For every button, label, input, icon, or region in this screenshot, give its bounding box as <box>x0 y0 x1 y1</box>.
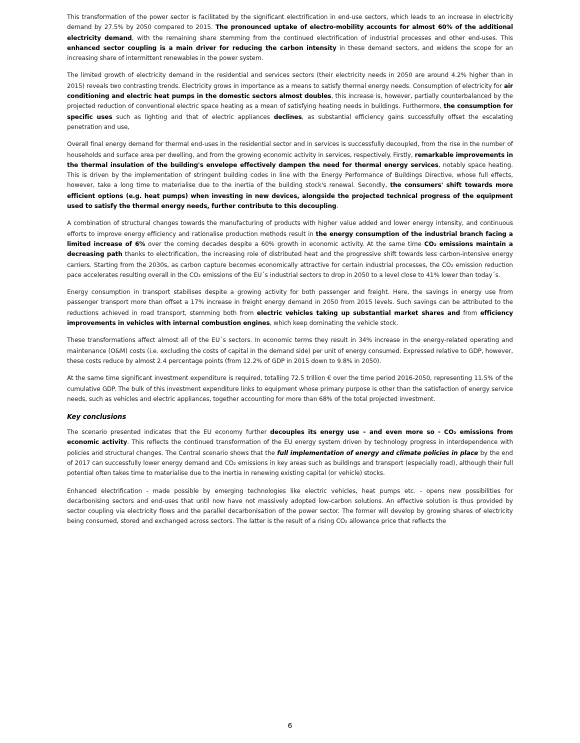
paragraph <box>67 140 513 212</box>
paragraph <box>67 428 513 479</box>
conclusions-text <box>67 428 513 528</box>
text-run: Enhanced electrification - made possible by emerging technologies like electric vehicles, heat pumps etc. - opens new possibilities for decarbonising sectors and end-uses that until now have not massively adopted low-carbon solutions. An effective solution is thus provided by sector coupling via electricity flows and the parallel decarbonisation of the power sector. The former will develop by growing shares of electricity being consumed, stored and exchanged across sectors. The latter is the result of a rising CO₂ allowance price that reflects the <box>67 487 513 526</box>
text-run: by the end of 2017 can successfully lower energy demand and CO₂ emissions in key areas such as buildings and transport (especially road), although their full potential often takes time to materialise due to the inertia in renewing existing capital (or vehicle) stocks. <box>67 449 513 478</box>
bold-text: The pronounced uptake of electro-mobility accounts for almost 60% of the additional electricity demand <box>67 24 513 42</box>
text-run: , with the remaining share stemming from the continued electrification of industrial processes and other end-uses. This <box>131 34 513 42</box>
paragraph <box>67 336 513 367</box>
text-run: thanks to electrification, the increasing role of distributed heat and the progressive shift towards less carbon-intensive energy carriers. Starting from the 2030s, as carbon capture becomes economically attractive for certain industrial processes, the CO₂ emission reduction pace accelerates resulting overall in the CO₂ emissions of the EU´s industrial sectors to drop in 2050 to a level close to 41% lower than today´s. <box>67 251 513 279</box>
paragraph <box>67 13 513 64</box>
text-run: At the same time significant investment expenditure is required, totalling 72.5 trillion € over the time period 2016-2050, representing 11.5% of the cumulative GDP. The bulk of this investment expenditure links to equipment whose primary purpose is other than the satisfaction of energy service needs, such as vehicles and electric appliances, together accounting for more than 68% of the total projected investment. <box>67 375 513 403</box>
text-run: in these demand sectors, and widens the scope for an increasing share of intermittent renewables in the power system. <box>67 44 513 63</box>
body-text <box>67 13 513 405</box>
text-run: The scenario presented indicates that the EU economy further <box>67 429 271 437</box>
text-run: This transformation of the power sector is facilitated by the significant electrification in end-use sectors, which leads to an increase in electricity demand by 27.5% by 2050 compared to 2015. <box>67 14 513 32</box>
text-run: These transformations affect almost all of the EU´s sectors. In economic terms they result in 34% increase in the energy-related operating and maintenance (O&M) costs (i.e. excluding the costs of capital in the demand side) per unit of energy consumed. Expressed relative to GDP, however, these costs reduce by almost 2.4 percentage points (from 12.2% of GDP in 2015 down to 9.8% in 2050). <box>67 337 513 365</box>
text-run: A combination of structural changes towards the manufacturing of products with higher value added and lower energy intensity, and continuous efforts to improve energy efficiency and rationalise production methods result in <box>67 220 513 238</box>
text-run: Overall final energy demand for thermal end-uses in the residential sector and in services is successfully decoupled, from the rise in the number of households and surface area per dwelling, and from the growing economic activity in services, respectively. Firstly, <box>67 141 513 159</box>
bold-text: decouples its energy use – and even more so - CO₂ emissions from economic activity <box>67 429 513 447</box>
bold-text: enhanced sector coupling is a main driver for reducing the carbon intensity <box>67 44 337 52</box>
paragraph <box>67 219 513 281</box>
bold-text: efficiency improvements in vehicles with internal combustion engines <box>67 309 513 328</box>
paragraph <box>67 487 513 528</box>
text-run: from <box>460 309 481 317</box>
text-run: . <box>336 203 339 211</box>
document-page <box>67 13 513 535</box>
paragraph <box>67 288 513 329</box>
bold-text: the consumption for specific uses <box>67 103 513 121</box>
text-run: , as substantial efficiency gains successfully offset the escalating penetration and use, <box>67 113 513 131</box>
bold-text: the energy consumption of the industrial branch facing a limited increase of 6% <box>67 230 513 248</box>
text-run: such as lighting and that of electric appliances <box>112 113 274 121</box>
text-run: Energy consumption in transport stabilises despite a growing activity for both passenger and freight. Here, the savings in energy use from passenger transport more than offset a 17% increase in freight energy demand in 2050 from 2015 levels. Such savings can be attributed to the reductions achieved in road transport, stemming both from <box>67 289 513 317</box>
bold-text: full implementation of energy and climate policies in place <box>277 449 479 457</box>
bold-text: the consumers' shift towards more efficient options (e.g. heat pumps) when investing in new devices, alongside the projected technical progress of the equipment used to satisfy the thermal energy needs, further contribute to this decoupling <box>67 182 513 211</box>
bold-text: CO₂ emissions maintain a decreasing path <box>67 240 513 259</box>
text-run: , which keep dominating the vehicle stock. <box>269 320 399 328</box>
section-heading: Key conclusions <box>67 413 127 422</box>
text-run: , notably space heating. This is driven by the implementation of stringent building codes in line with the Energy Performance of Buildings Directive, whose full effects, however, take a long time to materialise due to the inertia of the building stock's renewal. Secondly, <box>67 161 513 190</box>
paragraph <box>67 71 513 133</box>
bold-text: declines <box>273 113 302 121</box>
text-run: , this increase is, however, partially counterbalanced by the projected reduction of conventional electric space heating as a mean of satisfying heating needs in buildings. Furthermore, <box>67 93 513 111</box>
bold-text: electric vehicles taking up substantial market shares and <box>256 309 461 317</box>
text-run: over the coming decades despite a 60% growth in economic activity. At the same time <box>145 240 425 248</box>
page-number: 6 <box>287 722 293 730</box>
text-run: The limited growth of electricity demand in the residential and services sectors (their electricity needs in 2050 are around 4.2% higher than in 2015) reveals two contrasting trends. Electricity grows in importance as a means to satisfy thermal energy needs. Consumption of electricity for <box>67 72 513 90</box>
paragraph <box>67 374 513 405</box>
bold-text: remarkable improvements in the thermal insulation of the building's envelope effectively dampen the need for thermal energy services <box>67 151 513 169</box>
text-run: . This reflects the continued transformation of the EU energy system driven by technology progress in interdependence with policies and structural changes. The Central scenario shows that the <box>67 439 514 457</box>
bold-text: air conditioning and electric heat pumps in the domestic sectors almost doubles <box>67 82 513 101</box>
